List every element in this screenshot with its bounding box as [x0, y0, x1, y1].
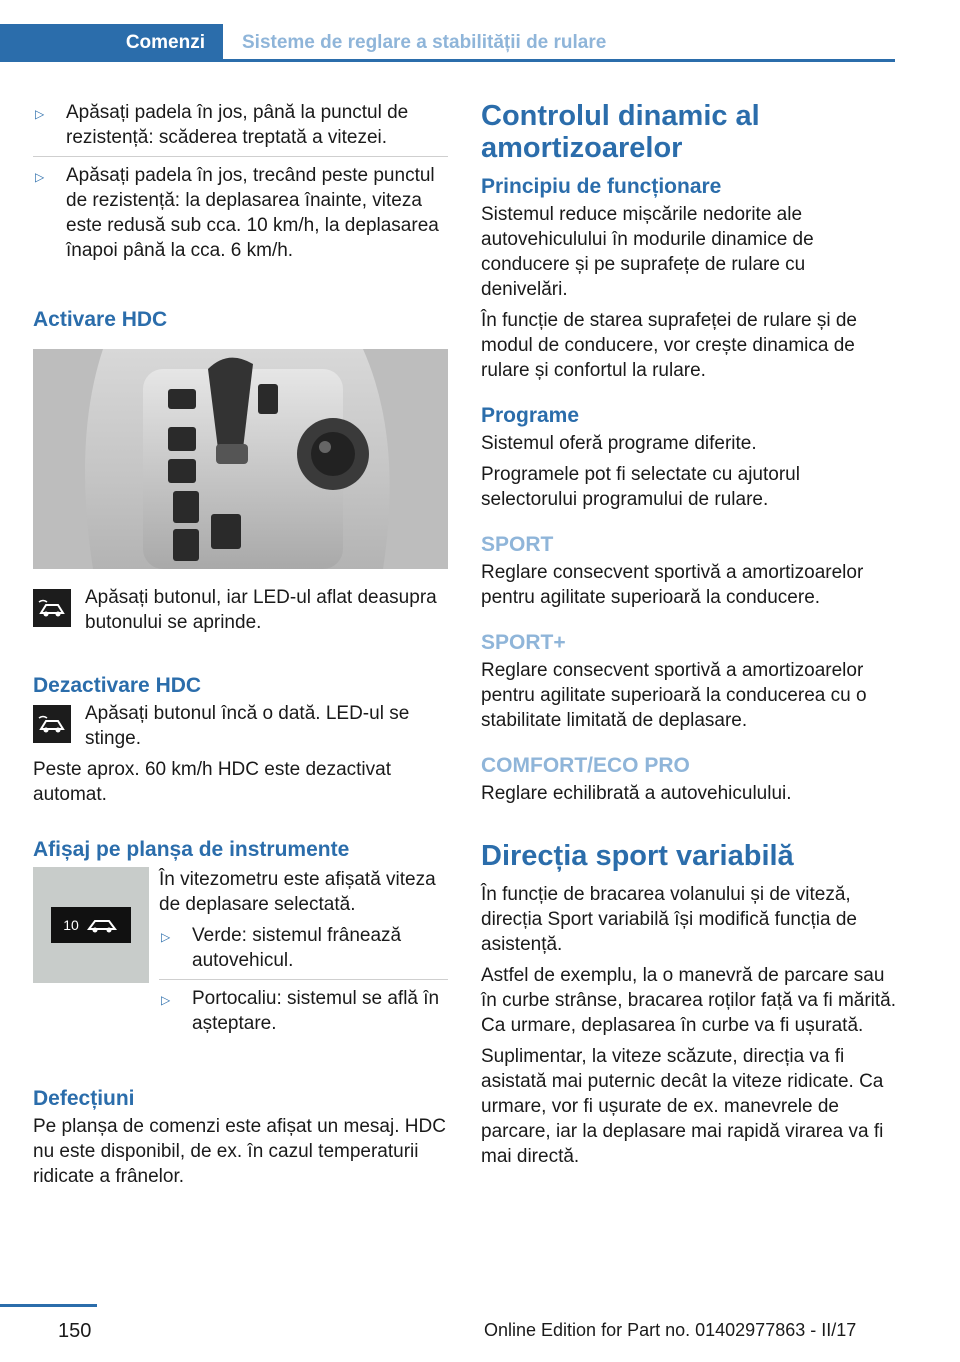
programs-heading: Programe	[481, 404, 580, 427]
sportplus-text: Reglare consecvent sportivă a amortizoarelor pentru agilitate superioară la conducerea cu o stabilitate limitată de deplasare.	[481, 660, 867, 731]
bullet-triangle-icon: ▷	[161, 930, 171, 944]
deactivate-heading: Dezactivare HDC	[33, 674, 202, 697]
steering-text-2: Astfel de exemplu, la o manevră de parcare sau în curbe strânse, bracarea roților față va fi mărită. Ca urmare, deplasarea în curbe va fi ușurată.	[481, 965, 897, 1036]
principle-text-2: În funcție de starea suprafeței de rulare și de modul de conducere, vor crește dinamica de rulare și confortul la rulare.	[481, 310, 858, 381]
programs-text-1: Sistemul oferă programe diferite.	[481, 433, 757, 454]
bullet-triangle-icon: ▷	[161, 993, 171, 1007]
bullet-triangle-icon: ▷	[35, 107, 45, 121]
list-item: ▷ Apăsați padela în jos, trecând peste punctul de rezistență: la deplasarea înainte, viteza este redusă sub cca. 10 km/h, la deplasarea înapoi până la cca. 6 km/h.	[35, 165, 439, 261]
principle-text-1: Sistemul reduce mișcările nedorite ale autovehiculului în modurile dinamice de conducere și pe suprafețe de rulare cu denivelări.	[481, 204, 814, 300]
fault-text: Pe planșa de comenzi este afișat un mesaj. HDC nu este disponibil, de ex. în cazul temperaturii ridicate a frânelor.	[33, 1116, 446, 1187]
list-item: ▷ Portocaliu: sistemul se află în așteptare.	[161, 988, 440, 1034]
footer-rule	[0, 1304, 97, 1307]
programs-text-2: Programele pot fi selectate cu ajutorul selectorului programului de rulare.	[481, 464, 800, 510]
page-number: 150	[58, 1320, 92, 1342]
speedometer-display-image	[33, 867, 149, 983]
header-rule	[223, 59, 895, 62]
sportplus-heading: SPORT+	[481, 631, 566, 654]
section-label: Comenzi	[125, 32, 205, 53]
steering-text-1: În funcție de bracarea volanului și de viteză, direcția Sport variabilă își modifică funcția de asistență.	[481, 884, 857, 955]
center-console-photo	[33, 349, 448, 569]
sport-heading: SPORT	[481, 533, 554, 556]
deactivate-text: Apăsați butonul încă o dată. LED-ul se stinge.	[85, 703, 410, 749]
hdc-button-icon	[33, 705, 71, 743]
left-column	[33, 100, 448, 1195]
auto-off-text: Peste aprox. 60 km/h HDC este dezactivat automat.	[33, 759, 391, 805]
principle-heading: Principiu de funcționare	[481, 175, 722, 198]
hdc-button-row	[33, 585, 448, 641]
bullet-triangle-icon: ▷	[35, 170, 45, 184]
activate-heading: Activare HDC	[33, 308, 168, 331]
activate-text: Apăsați butonul, iar LED-ul aflat deasupra butonului se aprinde.	[85, 587, 437, 633]
hdc-indicator-icon: 10	[51, 907, 131, 943]
fault-heading: Defecțiuni	[33, 1087, 135, 1110]
comfort-text: Reglare echilibrată a autovehiculului.	[481, 783, 792, 804]
chapter-title: Sisteme de reglare a stabilității de rulare	[242, 32, 607, 53]
edition-note: Online Edition for Part no. 01402977863 - II/17	[484, 1320, 857, 1340]
display-description: În vitezometru este afișată viteza de deplasare selectată. ▷ Verde: sistemul frânează autovehicul. ▷ Portocaliu: sistemul se află în așteptare.	[159, 867, 448, 1048]
list-item: ▷ Verde: sistemul frânează autovehicul.	[159, 923, 448, 980]
sport-text: Reglare consecvent sportivă a amortizoarelor pentru agilitate superioară la conducere.	[481, 562, 864, 608]
steering-text-3: Suplimentar, la viteze scăzute, direcția va fi asistată mai puternic decât la viteze ridicate. Ca urmare, vor fi ușurate de ex. manevrele de parcare, iar la deplasare mai rapidă virarea va fi mai directă.	[481, 1046, 884, 1167]
gear-selector-illustration	[33, 349, 448, 569]
comfort-heading: COMFORT/ECO PRO	[481, 754, 690, 777]
steering-heading: Direcția sport variabilă	[481, 840, 794, 872]
display-heading: Afișaj pe planșa de instrumente	[33, 838, 350, 861]
display-row	[33, 867, 448, 1048]
hdc-button-row	[33, 701, 448, 757]
edc-heading: Controlul dinamic al amortizoarelor	[481, 100, 760, 164]
hdc-button-icon	[33, 589, 71, 627]
right-column	[481, 100, 897, 1175]
list-item: ▷ Apăsați padela în jos, până la punctul de rezistență: scăderea treptată a vitezei.	[33, 100, 448, 157]
section-tab	[0, 24, 223, 62]
page-header	[0, 24, 895, 62]
